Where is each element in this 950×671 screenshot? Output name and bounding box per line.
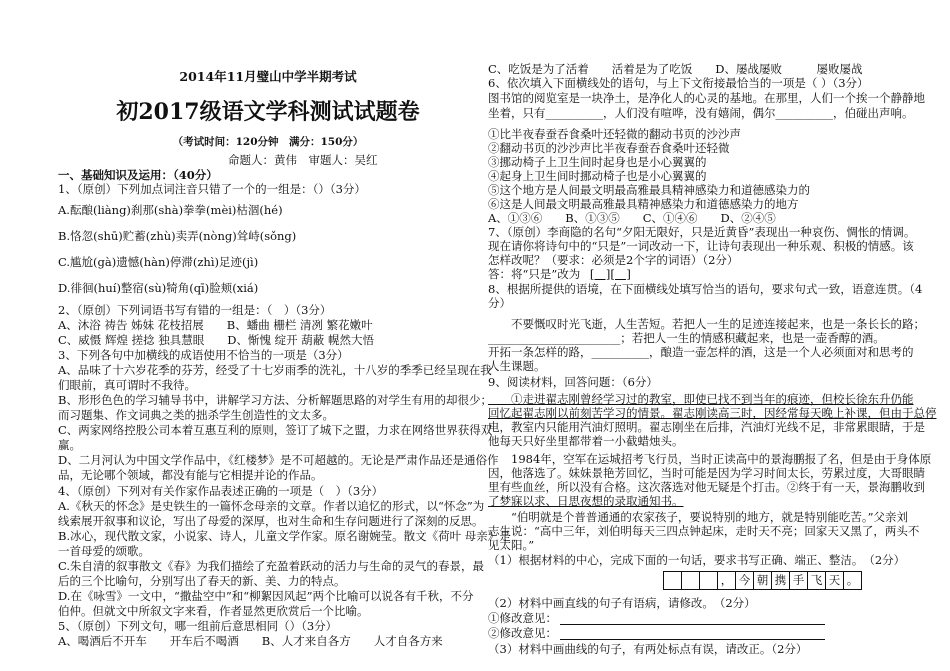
q9-passage-5: 1984年，空军在运城招考飞行员，当时正读高中的景海鹏报了名，但是由于身体原: [488, 452, 932, 466]
grid-cell: 。: [843, 572, 861, 589]
q1-option-c: C.尴尬(gà)遗憾(hàn)停滞(zhì)足迹(jì): [58, 255, 259, 269]
q4-line-4: 一首母爱的颂歌。: [58, 544, 150, 558]
q1-stem: 1、（原创）下列加点词注音只错了一个的一组是：（）（3分）: [58, 182, 366, 196]
grid-cell: 朝: [753, 572, 771, 589]
q5-line-cd: C、吃饭是为了活着 活着是为了吃饭 D、屡战屡败 屡败屡战: [488, 62, 863, 76]
q9-sub2: （2）材料中画直线的句子有语病，请修改。 （2分）: [488, 596, 756, 610]
q9-fix1-label: ①修改意见：: [488, 611, 557, 625]
grid-cell[interactable]: [699, 572, 717, 589]
q6-choice-6: ⑥这是人间最文明最高雅最具精神感染力和道德感染力的地方: [488, 197, 799, 211]
section-title: 一、基础知识及运用：（40分）: [58, 168, 218, 182]
q9-passage-8: 了梦寐以求、日思夜想的录取通知书。: [488, 494, 684, 508]
q8-line-6: 人生课题。: [488, 359, 546, 373]
grid-cell: 手: [789, 572, 807, 589]
q8-line-3: 不要慨叹时光飞逝，人生苦短。若把人一生的足迹连接起来，也是一条长长的路；: [488, 317, 925, 331]
q5-stem: 5、（原创）下列文句，哪一组前后意思相同（）（3分）: [58, 619, 338, 633]
q3-stem: 3、下列各句中加横线的成语使用不恰当的一项是（3分）: [58, 348, 349, 362]
q7-line-1: 7、（原创）李商隐的名句“夕阳无限好，只是近黄昏”表现出一种哀伤、惆怅的情调。: [488, 225, 916, 239]
q6-stem: 6、依次填入下面横线处的语句，与上下文衔接最恰当的一项是（ ）（3分）: [488, 76, 869, 90]
q8-line-5[interactable]: 开拓一条怎样的路，__________，酿造一壶怎样的酒，这是一个人必须面对和思考的: [488, 345, 914, 359]
q9-fix2: [488, 626, 557, 640]
q4-line-3: B.冰心，现代散文家，小说家、诗人，儿童文学作家。原名谢婉莹。散文《荷叶 母亲》是: [58, 529, 511, 543]
q6-choice-1: ①比半夜春蚕吞食桑叶还轻微的翻动书页的沙沙声: [488, 127, 741, 141]
q3-line-4: 而习题集、作文词典之类的拙杀学生创造性的文太多。: [58, 408, 334, 422]
q9-passage-1: ①走进翟志刚曾经学习过的教室，即使已找不到当年的痕迹，但校长徐东升仍能: [488, 392, 914, 406]
q1-option-d: D.徘徊(huí)整宿(sù)犄角(qī)脸颊(xiá): [58, 281, 259, 295]
grid-cell[interactable]: [664, 572, 681, 589]
q3-line-5: C、两家网络控股公司本着互惠互利的原则，签订了城下之盟，力求在网络世界获得双: [58, 423, 493, 437]
q9-passage-6: 因，他落选了。妹妹景艳芳回忆，当时可能是因为学习时间太长，劳累过度，大哥眼睛: [488, 466, 925, 480]
q5-line-ab: A、喝酒后不开车 开车后不喝酒 B、人才来自各方 人才自各方来: [58, 634, 443, 648]
q9-passage-2: 回忆起翟志刚以前刻苦学习的情景。翟志刚读高三时，因经常每天晚上补课，但由于总停: [488, 406, 937, 420]
grid-cell[interactable]: [681, 572, 699, 589]
q3-line-1: A、品味了十六岁花季的芬芳，经受了十七岁雨季的洗礼，十八岁的季季已经呈现在我: [58, 363, 492, 377]
q4-line-5: C.朱自清的叙事散文《春》为我们描绘了充盈着跃动的活力与生命的灵气的春景，最: [58, 559, 485, 573]
q9-passage-4: 他每天只好坐里都带着一小截蜡烛头。: [488, 434, 684, 448]
q7-line-2: 现在请你将诗句中的“只是”一词改动一下，让诗句表现出一种乐观、积极的情感。该: [488, 239, 914, 253]
makers-line: 命题人：黄伟 审题人：吴红: [228, 153, 378, 167]
q9-passage-3: 电，教室内只能用汽油灯照明。翟志刚坐在后排，汽油灯光线不足，非常累眼睛，于是: [488, 420, 925, 434]
q7-answer-prefix: 答：将“只是”改为: [488, 267, 581, 281]
q8-line-1: 8、根据所提供的语境，在下面横线处填写恰当的语句，要求句式一致，语意连贯。（4: [488, 282, 923, 296]
q3-line-2: 们眼前，真可谓时不我待。: [58, 378, 196, 392]
q9-passage-7: 里有些血丝，所以没有合格。这次落选对他无疑是个打击。②终于有一天，景海鹏收到: [488, 480, 925, 494]
q1-option-a: A.酝酿(liàng)刹那(shà)拳拳(mèi)枯涸(hé): [58, 203, 283, 217]
q9-passage-9: “伯明就是个普普通通的农家孩子，要说特别的地方，就是特别能吃苦。”父亲刘: [488, 510, 909, 524]
q8-line-4[interactable]: _______________________；若把人一生的情感积藏起来，也是一壶香醇的酒。: [488, 331, 885, 345]
q9-fix2-label: ②修改意见：: [488, 626, 557, 640]
grid-cell: ，: [717, 572, 735, 589]
q9-passage-10: 志生说：“高中三年，刘伯明每天三四点钟起床，走时天不亮；回家天又黑了，两头不: [488, 524, 920, 538]
q2-stem: 2、（原创）下列词语书写有错的一组是：（ ）（3分）: [58, 303, 332, 317]
fix1-answer-line[interactable]: [560, 624, 825, 625]
grid-cell: 今: [735, 572, 753, 589]
q4-line-2: 线索展开叙事和议论，写出了母爱的深厚，也对生命和生存问题进行了深刻的反思。: [58, 514, 484, 528]
q6-line-1: 图书馆的阅览室是一块净土，是净化人的心灵的基地。在那里，人们一个挨一个静静地: [488, 91, 925, 105]
q1-option-b: B.恪忽(shū)贮蓄(zhù)卖弄(nòng)耸峙(sǒng): [58, 229, 297, 243]
q4-line-8: 伯仲。但就文中所叙文字来看，作者显然更欣赏后一个比喻。: [58, 604, 369, 618]
q3-line-6: 赢。: [58, 438, 81, 452]
q9-sub1: （1）根据材料的中心，完成下面的一句话，要求书写正确、端正、整洁。 （2分）: [488, 553, 906, 567]
q3-line-3: B、形形色色的学习辅导书中，讲解学习方法、分析解题思路的对学生有用的却很少；: [58, 393, 492, 407]
q6-choice-5: ⑤这个地方是人间最文明最高雅最具精神感染力和道德感染力的: [488, 183, 810, 197]
q6-choice-2: ②翻动书页的沙沙声比半夜春蚕吞食桑叶还轻微: [488, 141, 730, 155]
q3-line-7: D、二月河认为中国文学作品中，《红楼梦》是不可超越的。无论是严肃作品还是通俗作: [58, 453, 499, 467]
q4-line-1: A.《秋天的怀念》是史铁生的一篇怀念母亲的文章。作者以追忆的形式，以“怀念”为: [58, 499, 485, 513]
q7-answer: [488, 267, 631, 281]
q6-line-2: 坐着，只有__________，人们没有喧哗，没有嬉闹，偶尔__________，伯碰出声响。: [488, 106, 914, 120]
q9-sub3: （3）材料中画曲线的句子，有两处标点有误，请改正。（2分）: [488, 642, 808, 656]
q2-option-ab: A、沐浴 祷告 姊妹 花枝招展 B、蟠曲 栅栏 清冽 繁花嫩叶: [58, 318, 373, 332]
grid-cell: 携: [771, 572, 789, 589]
q4-stem: 4、（原创）下列对有关作家作品表述正确的一项是（ ）（3分）: [58, 484, 384, 498]
grid-cell: 天: [825, 572, 843, 589]
answer-grid[interactable]: [663, 571, 862, 590]
q9-stem: 9、阅读材料，回答问题：（6分）: [488, 375, 658, 389]
fix2-answer-line[interactable]: [560, 639, 825, 640]
exam-title: 2014年11月璧山中学半期考试: [179, 69, 357, 84]
q7-line-3: 怎样改呢？（要求：必须是2个字的词语）（2分）: [488, 253, 739, 267]
q6-choice-3: ③挪动椅子上卫生间时起身也是小心翼翼的: [488, 155, 707, 169]
q6-choice-4: ④起身上卫生间时挪动椅子也是小心翼翼的: [488, 169, 707, 183]
q9-passage-11: 见太阳。”: [488, 538, 535, 552]
left-column: [58, 0, 511, 671]
q2-option-cd: C、威慑 辉煌 搓捻 独具慧眼 D、惭愧 绽开 葫蔽 幌然大悟: [58, 333, 374, 347]
main-title: 初2017级语文学科测试试题卷: [116, 99, 420, 125]
grid-cell: 飞: [807, 572, 825, 589]
right-column: [488, 0, 937, 671]
q9-fix1: [488, 611, 557, 625]
exam-info: （考试时间：120分钟 满分：150分）: [172, 136, 364, 148]
q4-line-7: D.在《咏雪》一文中，“撒盐空中”和“柳絮因风起”两个比喻可以说各有千秋，不分: [58, 589, 474, 603]
q3-line-8: 品，无论哪个领域，都没有能与它相提并论的作品。: [58, 468, 323, 482]
q6-options: A、①③⑥ B、①③⑤ C、①④⑥ D、②④⑤: [488, 211, 776, 225]
q4-line-6: 后的三个比喻句，分别写出了春天的新、美、力的特点。: [58, 574, 346, 588]
q7-answer-boxes[interactable]: [ ][ ]: [589, 267, 631, 281]
q8-line-2: 分）: [488, 296, 511, 310]
